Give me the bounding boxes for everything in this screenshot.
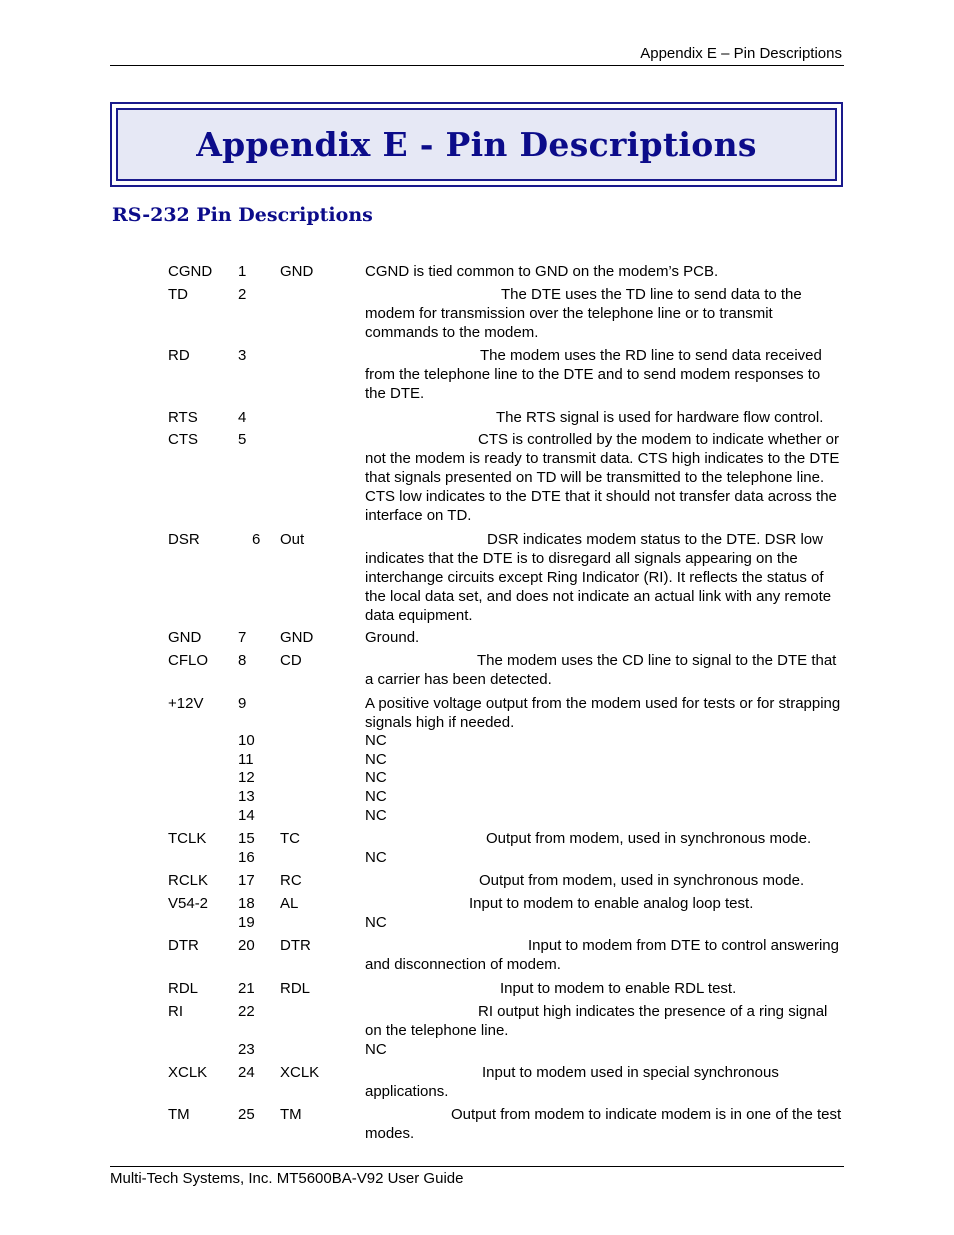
pin-number: 21 — [238, 980, 255, 997]
pin-number: 1 — [238, 263, 247, 280]
pin-description: NC — [365, 769, 387, 786]
pin-number: 22 — [238, 1003, 255, 1020]
pin-number: 3 — [238, 347, 247, 364]
pin-number: 20 — [238, 937, 255, 954]
circuit-name: TM — [280, 1106, 302, 1123]
pin-number: 17 — [238, 872, 255, 889]
circuit-name: RDL — [280, 980, 311, 997]
pin-number: 8 — [238, 652, 247, 669]
pin-number: 16 — [238, 849, 255, 866]
signal-name: TD — [168, 286, 188, 303]
pin-number: 24 — [238, 1064, 255, 1081]
signal-name: DTR — [168, 937, 199, 954]
pin-number: 7 — [238, 629, 247, 646]
circuit-name: TC — [280, 830, 300, 847]
signal-name: CTS — [168, 431, 198, 448]
signal-name: CGND — [168, 263, 213, 280]
signal-name: TM — [168, 1106, 190, 1123]
pin-number: 12 — [238, 769, 255, 786]
pin-description: NC — [365, 914, 387, 931]
pin-description: NC — [365, 807, 387, 824]
pin-number: 15 — [238, 830, 255, 847]
pin-description: NC — [365, 788, 387, 805]
pin-description: The RTS signal is used for hardware flow control. — [496, 409, 824, 426]
pin-number: 19 — [238, 914, 255, 931]
pin-description: Output from modem, used in synchronous mode. — [486, 830, 812, 847]
pin-description: Input to modem from DTE to control answering and disconnection of modem. — [365, 937, 839, 973]
circuit-name: DTR — [280, 937, 311, 954]
footer-rule — [110, 1166, 844, 1167]
pin-description: The DTE uses the TD line to send data to the modem for transmission over the telephone line or to transmit commands to the modem. — [365, 286, 802, 341]
circuit-name: CD — [280, 652, 302, 669]
pin-number: 13 — [238, 788, 255, 805]
signal-name: TCLK — [168, 830, 207, 847]
pin-number: 23 — [238, 1041, 255, 1058]
pin-description: NC — [365, 1041, 387, 1058]
header-rule — [110, 65, 844, 66]
pin-number: 11 — [238, 751, 254, 768]
page-title: Appendix E - Pin Descriptions — [196, 125, 757, 164]
signal-name: V54-2 — [168, 895, 209, 912]
pin-number: 2 — [238, 286, 247, 303]
signal-name: XCLK — [168, 1064, 208, 1081]
pin-description: NC — [365, 849, 387, 866]
signal-name: RD — [168, 347, 190, 364]
pin-description: Output from modem, used in synchronous mode. — [479, 872, 805, 889]
signal-name: RI — [168, 1003, 183, 1020]
signal-name: RCLK — [168, 872, 209, 889]
pin-description: The modem uses the CD line to signal to the DTE that a carrier has been detected. — [365, 652, 837, 688]
pin-description: Input to modem to enable analog loop test. — [469, 895, 754, 912]
circuit-name: RC — [280, 872, 302, 889]
pin-description: NC — [365, 751, 387, 768]
pin-description: RI output high indicates the presence of a ring signal on the telephone line. — [365, 1003, 828, 1039]
signal-name: +12V — [168, 695, 204, 712]
circuit-name: AL — [280, 895, 299, 912]
pin-description: Ground. — [365, 629, 420, 646]
pin-description: The modem uses the RD line to send data received from the telephone line to the DTE and to send modem responses to the DTE. — [365, 347, 822, 402]
title-banner-inner — [116, 108, 837, 181]
signal-name: RDL — [168, 980, 199, 997]
pin-number: 14 — [238, 807, 255, 824]
section-heading: RS-232 Pin Descriptions — [112, 204, 373, 226]
pin-description: CGND is tied common to GND on the modem’s PCB. — [365, 263, 719, 280]
pin-description: DSR indicates modem status to the DTE. DSR low indicates that the DTE is to disregard all signals appearing on the interchange circuits except Ring Indicator (RI). It reflects the status of the local data set, and does not indicate an actual link with any remote data equipment. — [365, 531, 832, 624]
pin-number: 9 — [238, 695, 247, 712]
pin-number: 5 — [238, 431, 247, 448]
pin-description: Input to modem to enable RDL test. — [500, 980, 737, 997]
circuit-name: GND — [280, 263, 314, 280]
circuit-name: Out — [280, 531, 305, 548]
pin-description: CTS is controlled by the modem to indicate whether or not the modem is ready to transmit data. CTS high indicates to the DTE that signals presented on TD will be transmitted to the telephone line. CTS low indicates to the DTE that it should not transfer data across the interface on TD. — [365, 431, 840, 524]
pin-description: Input to modem used in special synchronous applications. — [365, 1064, 779, 1100]
pin-description: Output from modem to indicate modem is in one of the test modes. — [365, 1106, 842, 1142]
title-banner — [110, 102, 843, 187]
pin-number: 10 — [238, 732, 255, 749]
signal-name: CFLO — [168, 652, 209, 669]
circuit-name: XCLK — [280, 1064, 320, 1081]
pin-number: 18 — [238, 895, 255, 912]
signal-name: DSR — [168, 531, 200, 548]
signal-name: RTS — [168, 409, 198, 426]
pin-description: A positive voltage output from the modem used for tests or for strapping signals high if needed. — [365, 695, 841, 731]
pin-number: 25 — [238, 1106, 255, 1123]
pin-number: 4 — [238, 409, 247, 426]
pin-description: NC — [365, 732, 387, 749]
running-header: Appendix E – Pin Descriptions — [640, 45, 842, 62]
page-footer: Multi-Tech Systems, Inc. MT5600BA-V92 User Guide — [110, 1170, 464, 1187]
signal-name: GND — [168, 629, 202, 646]
pin-number: 6 — [252, 531, 261, 548]
circuit-name: GND — [280, 629, 314, 646]
